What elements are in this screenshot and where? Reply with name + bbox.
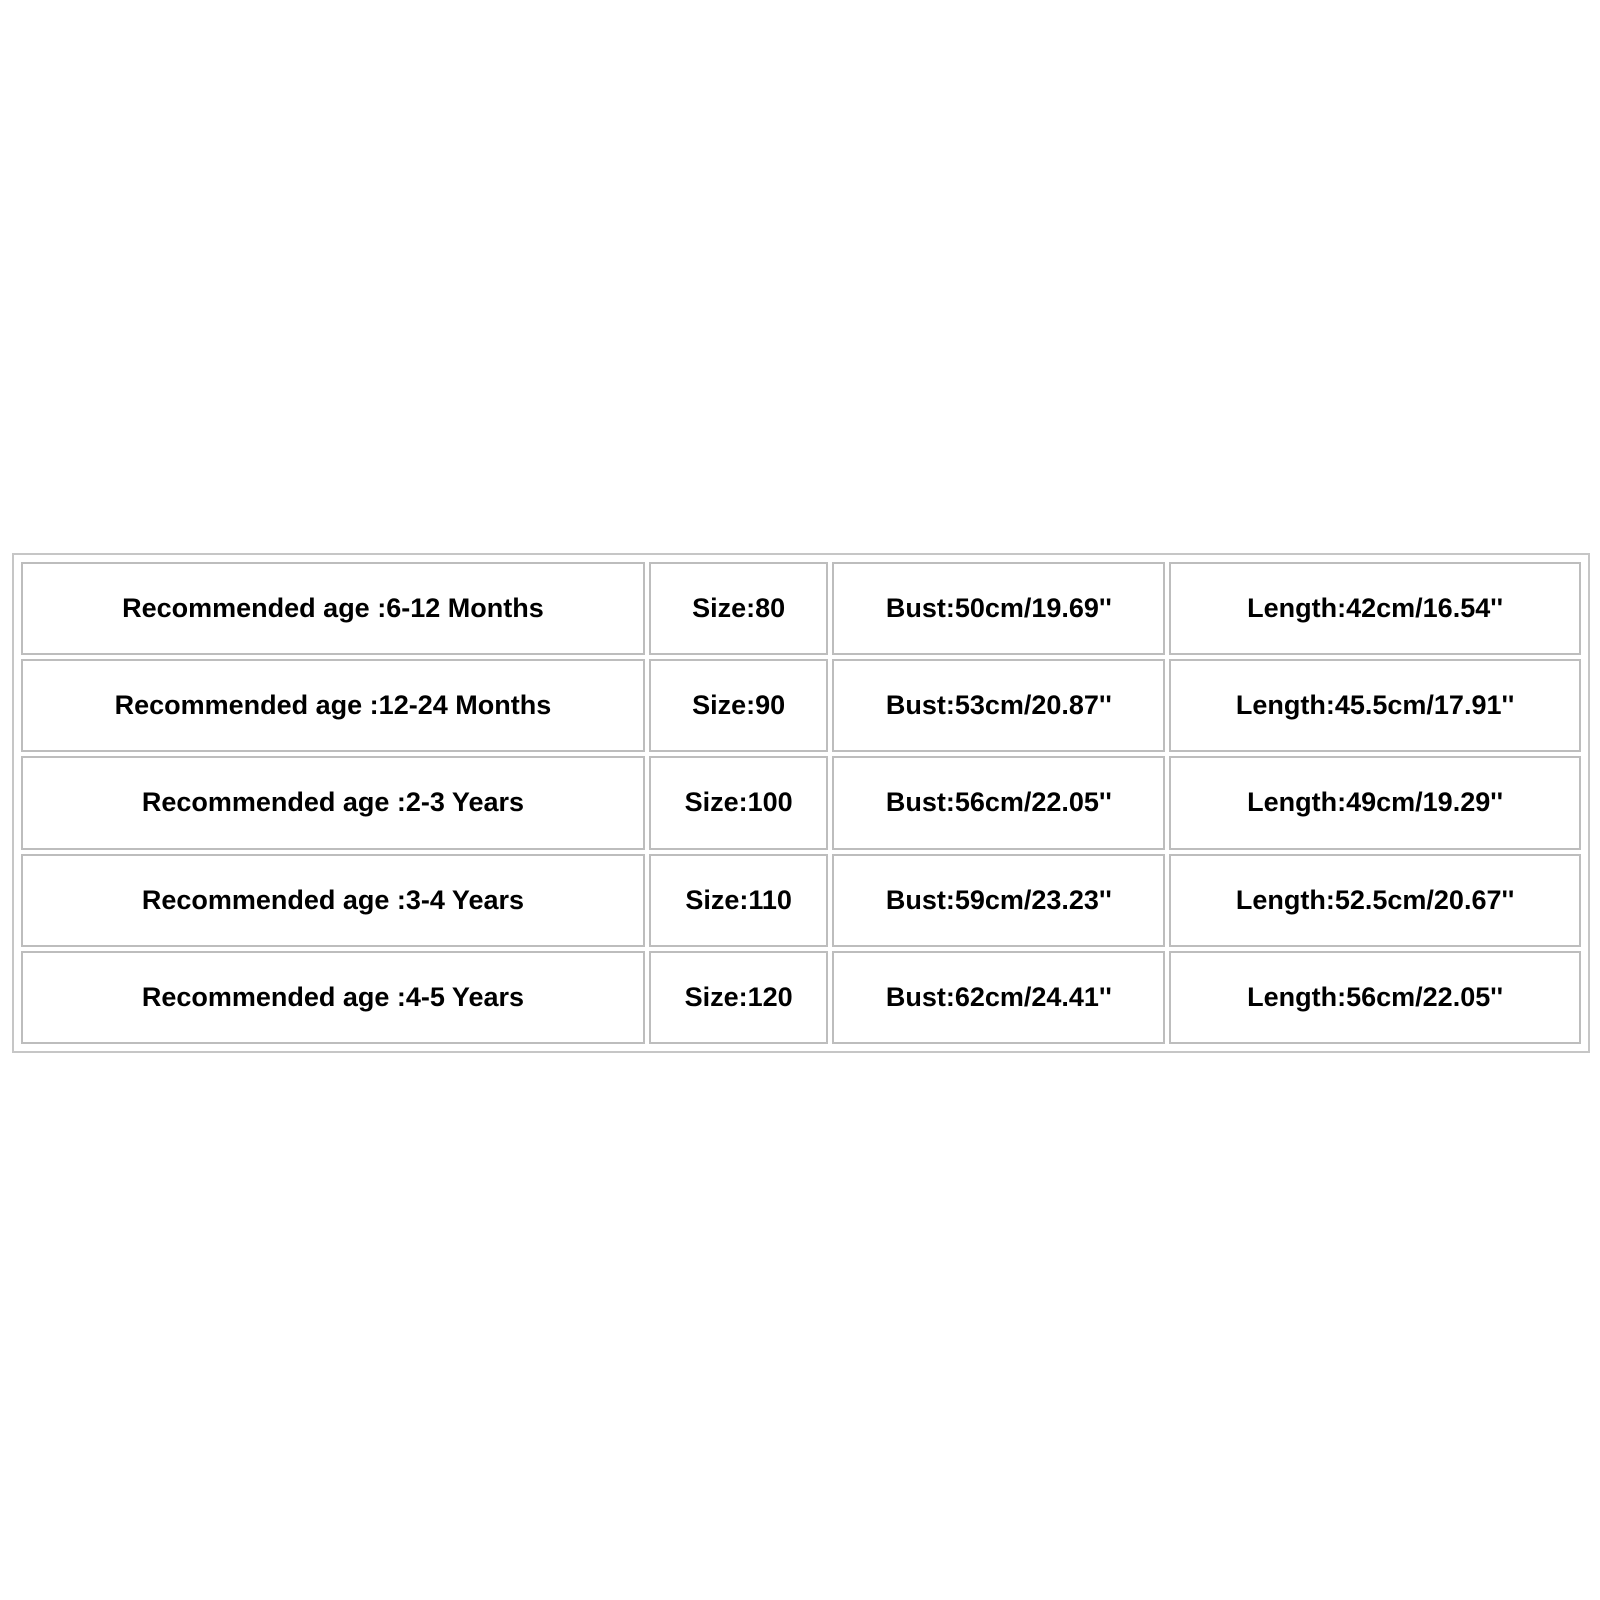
size-chart-table xyxy=(17,558,1585,1048)
size-cell: Size:80 xyxy=(649,562,829,655)
size-cell: Size:90 xyxy=(649,659,829,752)
length-cell: Length:52.5cm/20.67'' xyxy=(1169,854,1581,947)
size-cell: Size:120 xyxy=(649,951,829,1044)
table-row xyxy=(21,562,1581,655)
age-cell: Recommended age :2-3 Years xyxy=(21,756,645,849)
size-cell: Size:100 xyxy=(649,756,829,849)
length-cell: Length:45.5cm/17.91'' xyxy=(1169,659,1581,752)
age-cell: Recommended age :6-12 Months xyxy=(21,562,645,655)
length-cell: Length:42cm/16.54'' xyxy=(1169,562,1581,655)
size-chart xyxy=(12,553,1590,1053)
table-row xyxy=(21,854,1581,947)
bust-cell: Bust:59cm/23.23'' xyxy=(832,854,1165,947)
age-cell: Recommended age :12-24 Months xyxy=(21,659,645,752)
size-cell: Size:110 xyxy=(649,854,829,947)
length-cell: Length:56cm/22.05'' xyxy=(1169,951,1581,1044)
age-cell: Recommended age :3-4 Years xyxy=(21,854,645,947)
table-row xyxy=(21,756,1581,849)
table-row xyxy=(21,951,1581,1044)
length-cell: Length:49cm/19.29'' xyxy=(1169,756,1581,849)
table-row xyxy=(21,659,1581,752)
bust-cell: Bust:53cm/20.87'' xyxy=(832,659,1165,752)
bust-cell: Bust:56cm/22.05'' xyxy=(832,756,1165,849)
age-cell: Recommended age :4-5 Years xyxy=(21,951,645,1044)
bust-cell: Bust:62cm/24.41'' xyxy=(832,951,1165,1044)
bust-cell: Bust:50cm/19.69'' xyxy=(832,562,1165,655)
